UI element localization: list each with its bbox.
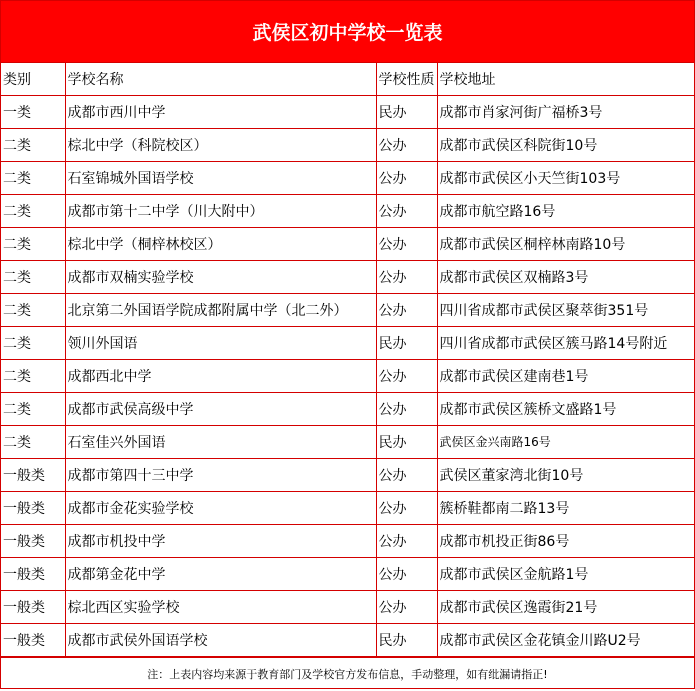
school-name-cell: 成都市第十二中学（川大附中）: [65, 194, 376, 227]
school-name-cell: 成都市武侯外国语学校: [65, 623, 376, 656]
category-cell: 二类: [1, 227, 65, 260]
school-address-cell: 武侯区金兴南路16号: [437, 425, 694, 458]
school-name-cell: 成都市第四十三中学: [65, 458, 376, 491]
table-row: [1, 590, 694, 623]
category-cell: 二类: [1, 194, 65, 227]
school-type-cell: 公办: [376, 194, 437, 227]
school-name-cell: 成都市金花实验学校: [65, 491, 376, 524]
table-row: [1, 194, 694, 227]
table-row: [1, 524, 694, 557]
category-cell: 二类: [1, 326, 65, 359]
header-school-name: 学校名称: [65, 63, 376, 95]
table-header-row: [1, 63, 694, 95]
school-address-cell: 武侯区董家湾北街10号: [437, 458, 694, 491]
school-type-cell: 公办: [376, 161, 437, 194]
table-row: [1, 161, 694, 194]
category-cell: 二类: [1, 260, 65, 293]
school-type-cell: 公办: [376, 260, 437, 293]
category-cell: 一类: [1, 95, 65, 128]
category-cell: 一般类: [1, 458, 65, 491]
school-type-cell: 公办: [376, 293, 437, 326]
school-address-cell: 成都市航空路16号: [437, 194, 694, 227]
header-school-type: 学校性质: [376, 63, 437, 95]
school-type-cell: 公办: [376, 392, 437, 425]
school-address-cell: 成都市机投正街86号: [437, 524, 694, 557]
table-row: [1, 293, 694, 326]
school-type-cell: 公办: [376, 227, 437, 260]
category-cell: 二类: [1, 161, 65, 194]
school-name-cell: 棕北中学（科院校区）: [65, 128, 376, 161]
school-name-cell: 成都第金花中学: [65, 557, 376, 590]
school-address-cell: 成都市武侯区科院街10号: [437, 128, 694, 161]
table-row: [1, 128, 694, 161]
table-row: [1, 359, 694, 392]
school-address-cell: 四川省成都市武侯区聚萃街351号: [437, 293, 694, 326]
school-type-cell: 公办: [376, 491, 437, 524]
table-row: [1, 326, 694, 359]
school-name-cell: 成都市双楠实验学校: [65, 260, 376, 293]
table-row: [1, 623, 694, 656]
school-address-cell: 簇桥鞋都南二路13号: [437, 491, 694, 524]
school-name-cell: 成都市西川中学: [65, 95, 376, 128]
school-address-cell: 成都市武侯区桐梓林南路10号: [437, 227, 694, 260]
school-type-cell: 民办: [376, 623, 437, 656]
category-cell: 一般类: [1, 623, 65, 656]
table-row: [1, 491, 694, 524]
school-address-cell: 四川省成都市武侯区簇马路14号附近: [437, 326, 694, 359]
school-name-cell: 成都西北中学: [65, 359, 376, 392]
table-row: [1, 425, 694, 458]
category-cell: 一般类: [1, 491, 65, 524]
school-name-cell: 石室佳兴外国语: [65, 425, 376, 458]
school-name-cell: 成都市武侯高级中学: [65, 392, 376, 425]
header-school-address: 学校地址: [437, 63, 694, 95]
category-cell: 二类: [1, 425, 65, 458]
header-category: 类别: [1, 63, 65, 95]
school-type-cell: 公办: [376, 557, 437, 590]
school-name-cell: 北京第二外国语学院成都附属中学（北二外）: [65, 293, 376, 326]
school-name-cell: 棕北中学（桐梓林校区）: [65, 227, 376, 260]
table-row: [1, 95, 694, 128]
school-address-cell: 成都市武侯区建南巷1号: [437, 359, 694, 392]
school-name-cell: 成都市机投中学: [65, 524, 376, 557]
school-table: [1, 63, 694, 657]
category-cell: 二类: [1, 293, 65, 326]
school-type-cell: 民办: [376, 95, 437, 128]
school-address-cell: 成都市武侯区双楠路3号: [437, 260, 694, 293]
school-name-cell: 石室锦城外国语学校: [65, 161, 376, 194]
school-type-cell: 公办: [376, 359, 437, 392]
category-cell: 二类: [1, 128, 65, 161]
category-cell: 一般类: [1, 524, 65, 557]
school-address-cell: 成都市肖家河街广福桥3号: [437, 95, 694, 128]
school-type-cell: 公办: [376, 128, 437, 161]
school-type-cell: 公办: [376, 458, 437, 491]
table-row: [1, 260, 694, 293]
category-cell: 二类: [1, 392, 65, 425]
school-type-cell: 民办: [376, 425, 437, 458]
school-type-cell: 公办: [376, 590, 437, 623]
school-type-cell: 民办: [376, 326, 437, 359]
school-type-cell: 公办: [376, 524, 437, 557]
school-address-cell: 成都市武侯区金花镇金川路U2号: [437, 623, 694, 656]
category-cell: 一般类: [1, 590, 65, 623]
table-row: [1, 458, 694, 491]
school-address-cell: 成都市武侯区逸霞街21号: [437, 590, 694, 623]
school-address-cell: 成都市武侯区小天竺街103号: [437, 161, 694, 194]
category-cell: 二类: [1, 359, 65, 392]
page-title: 武侯区初中学校一览表: [1, 1, 694, 63]
school-name-cell: 领川外国语: [65, 326, 376, 359]
footnote: 注：上表内容均来源于教育部门及学校官方发布信息，手动整理，如有纰漏请指正!: [1, 657, 694, 691]
table-row: [1, 227, 694, 260]
table-row: [1, 557, 694, 590]
school-name-cell: 棕北西区实验学校: [65, 590, 376, 623]
category-cell: 一般类: [1, 557, 65, 590]
table-row: [1, 392, 694, 425]
school-address-cell: 成都市武侯区金航路1号: [437, 557, 694, 590]
school-address-cell: 成都市武侯区簇桥文盛路1号: [437, 392, 694, 425]
